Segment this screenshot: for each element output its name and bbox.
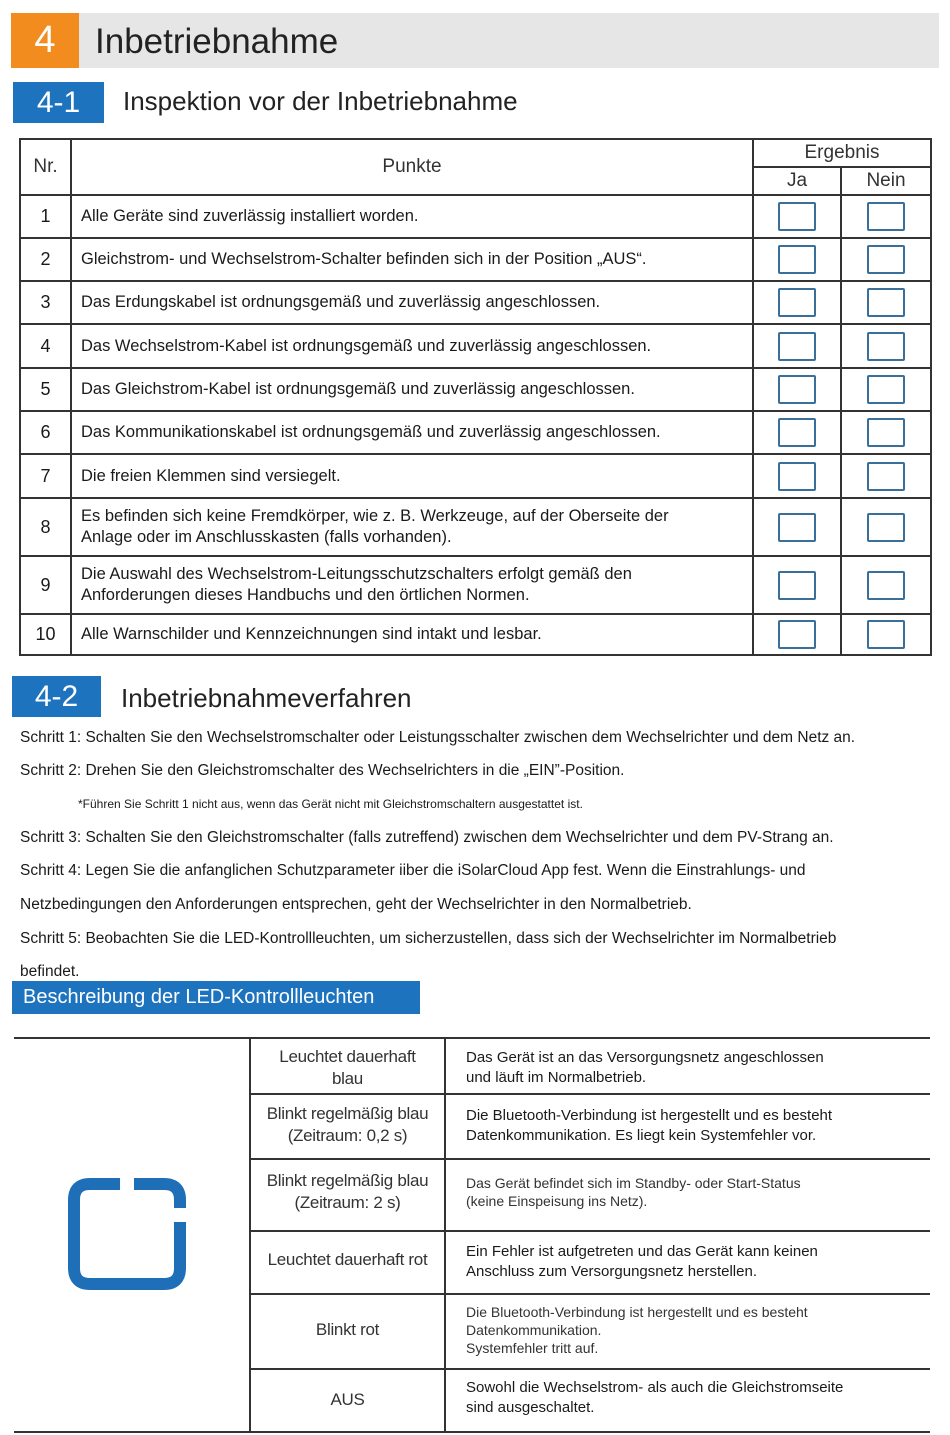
led-state	[251, 1319, 444, 1341]
row-text: Das Gleichstrom-Kabel ist ordnungsgemäß und zuverlässig angeschlossen.	[71, 368, 753, 411]
chapter-title: Inbetriebnahme	[95, 22, 339, 61]
checkbox-ja[interactable]	[778, 513, 816, 542]
led-state-line: Blinkt regelmäßig blau	[266, 1104, 429, 1123]
led-table-divider	[444, 1037, 446, 1433]
inspection-table	[19, 138, 932, 656]
table-row	[20, 614, 931, 655]
row-text	[71, 556, 753, 614]
led-state-line: Leuchtet dauerhaft rot	[267, 1250, 428, 1269]
row-text: Alle Warnschilder und Kennzeichnungen sind intakt und lesbar.	[71, 614, 753, 655]
table-row	[20, 238, 931, 281]
led-desc-line: Systemfehler tritt auf.	[466, 1340, 599, 1356]
checkbox-ja[interactable]	[778, 245, 816, 274]
checkbox-nein[interactable]	[867, 462, 905, 491]
step-3: Schritt 3: Schalten Sie den Gleichstromschalter (falls zutreffend) zwischen dem Wechselrichter und dem PV-Strang an.	[20, 829, 834, 846]
led-desc-line: Anschluss zum Versorgungsnetz herstellen.	[466, 1263, 757, 1280]
led-row-divider	[251, 1293, 930, 1295]
checkbox-ja[interactable]	[778, 332, 816, 361]
led-desc-line: Das Gerät befindet sich im Standby- oder Start-Status	[466, 1175, 801, 1191]
row-text: Die freien Klemmen sind versiegelt.	[71, 454, 753, 498]
table-row	[20, 498, 931, 556]
checkbox-nein[interactable]	[867, 202, 905, 231]
header-punkte: Punkte	[71, 139, 753, 195]
row-text	[71, 498, 753, 556]
checkbox-nein[interactable]	[867, 620, 905, 649]
led-state	[251, 1103, 444, 1147]
led-state-line: blau	[332, 1069, 363, 1088]
row-number: 2	[20, 238, 71, 281]
section-number-4-2: 4-2	[12, 676, 101, 717]
led-desc-line: Die Bluetooth-Verbindung ist hergestellt und es besteht	[466, 1304, 808, 1320]
table-row	[20, 411, 931, 454]
led-state-line: (Zeitraum: 2 s)	[294, 1193, 401, 1212]
led-state	[251, 1249, 444, 1271]
section-title-4-1: Inspektion vor der Inbetriebnahme	[123, 86, 518, 116]
checkbox-nein[interactable]	[867, 332, 905, 361]
step-1: Schritt 1: Schalten Sie den Wechselstromschalter oder Leistungsschalter zwischen dem Wechselrichter und dem Netz an.	[20, 729, 856, 746]
led-description	[466, 1242, 926, 1282]
led-table-divider	[249, 1037, 251, 1433]
led-section-header: Beschreibung der LED-Kontrollleuchten	[12, 981, 420, 1014]
checkbox-ja[interactable]	[778, 620, 816, 649]
led-row-divider	[251, 1368, 930, 1370]
checkbox-ja[interactable]	[778, 375, 816, 404]
led-desc-line: und läuft im Normalbetrieb.	[466, 1069, 647, 1086]
checkbox-ja[interactable]	[778, 288, 816, 317]
led-description	[466, 1174, 926, 1210]
checkbox-nein[interactable]	[867, 418, 905, 447]
row-number: 1	[20, 195, 71, 238]
led-table-top-border	[14, 1037, 930, 1039]
step-4-line2: Netzbedingungen den Anforderungen entsprechen, geht der Wechselrichter in den Normalbetrieb.	[20, 896, 692, 913]
row-number: 4	[20, 324, 71, 368]
led-desc-line: Das Gerät ist an das Versorgungsnetz angeschlossen	[466, 1049, 824, 1066]
led-ring-icon	[68, 1178, 186, 1290]
table-row	[20, 368, 931, 411]
row-text: Alle Geräte sind zuverlässig installiert worden.	[71, 195, 753, 238]
step-4-line1: Schritt 4: Legen Sie die anfanglichen Schutzparameter iiber die iSolarCloud App fest. Wenn die Einstrahlungs- und	[20, 862, 806, 879]
row-number: 3	[20, 281, 71, 324]
led-state-line: (Zeitraum: 0,2 s)	[287, 1126, 408, 1145]
section-number-4-1: 4-1	[13, 82, 104, 123]
step-5-line2: befindet.	[20, 963, 80, 980]
step-2: Schritt 2: Drehen Sie den Gleichstromschalter des Wechselrichters in die „EIN”-Position.	[20, 762, 625, 779]
row-text: Das Wechselstrom-Kabel ist ordnungsgemäß und zuverlässig angeschlossen.	[71, 324, 753, 368]
checkbox-ja[interactable]	[778, 418, 816, 447]
row-text-line: Die Auswahl des Wechselstrom-Leitungsschutzschalters erfolgt gemäß den	[81, 565, 632, 583]
row-number: 7	[20, 454, 71, 498]
checkbox-ja[interactable]	[778, 571, 816, 600]
led-row-divider	[251, 1230, 930, 1232]
led-description	[466, 1378, 926, 1418]
led-state	[251, 1046, 444, 1090]
led-desc-line: Datenkommunikation. Es liegt kein Systemfehler vor.	[466, 1127, 817, 1144]
header-ja: Ja	[753, 167, 841, 195]
led-state	[251, 1170, 444, 1214]
header-ergebnis: Ergebnis	[753, 139, 931, 167]
led-state-line: Blinkt regelmäßig blau	[266, 1171, 429, 1190]
led-state	[251, 1389, 444, 1411]
checkbox-nein[interactable]	[867, 513, 905, 542]
row-number: 5	[20, 368, 71, 411]
led-description	[466, 1303, 926, 1357]
section-title-4-2: Inbetriebnahmeverfahren	[121, 683, 412, 713]
table-row	[20, 195, 931, 238]
led-row-divider	[251, 1093, 930, 1095]
row-text: Gleichstrom- und Wechselstrom-Schalter befinden sich in der Position „AUS“.	[71, 238, 753, 281]
row-text: Das Erdungskabel ist ordnungsgemäß und zuverlässig angeschlossen.	[71, 281, 753, 324]
checkbox-ja[interactable]	[778, 202, 816, 231]
led-state-line: Leuchtet dauerhaft	[279, 1047, 416, 1066]
checkbox-nein[interactable]	[867, 288, 905, 317]
led-desc-line: Ein Fehler ist aufgetreten und das Gerät kann keinen	[466, 1243, 818, 1260]
header-nr: Nr.	[20, 139, 71, 195]
led-table-bottom-border	[14, 1431, 930, 1433]
row-number: 8	[20, 498, 71, 556]
table-row	[20, 454, 931, 498]
row-number: 9	[20, 556, 71, 614]
row-text-line: Es befinden sich keine Fremdkörper, wie z. B. Werkzeuge, auf der Oberseite der	[81, 507, 669, 525]
checkbox-nein[interactable]	[867, 245, 905, 274]
header-nein: Nein	[841, 167, 931, 195]
led-description	[466, 1048, 926, 1088]
row-text-line: Anforderungen dieses Handbuchs und den örtlichen Normen.	[81, 586, 530, 604]
led-desc-line: Die Bluetooth-Verbindung ist hergestellt und es besteht	[466, 1107, 833, 1124]
led-description	[466, 1106, 926, 1146]
checkbox-nein[interactable]	[867, 375, 905, 404]
row-number: 10	[20, 614, 71, 655]
row-text-line: Anlage oder im Anschlusskasten (falls vorhanden).	[81, 528, 452, 546]
led-state-line: Blinkt rot	[315, 1320, 380, 1339]
checkbox-nein[interactable]	[867, 571, 905, 600]
led-desc-line: Datenkommunikation.	[466, 1322, 602, 1338]
led-desc-line: Sowohl die Wechselstrom- als auch die Gleichstromseite	[466, 1379, 844, 1396]
table-row	[20, 556, 931, 614]
checkbox-ja[interactable]	[778, 462, 816, 491]
led-desc-line: sind ausgeschaltet.	[466, 1399, 595, 1416]
step-note: *Führen Sie Schritt 1 nicht aus, wenn das Gerät nicht mit Gleichstromschaltern ausgestattet ist.	[78, 797, 583, 811]
step-5-line1: Schritt 5: Beobachten Sie die LED-Kontrollleuchten, um sicherzustellen, dass sich der Wechselrichter im Normalbetrieb	[20, 930, 837, 947]
row-text: Das Kommunikationskabel ist ordnungsgemäß und zuverlässig angeschlossen.	[71, 411, 753, 454]
chapter-number: 4	[11, 13, 79, 68]
table-row	[20, 324, 931, 368]
led-state-line: AUS	[330, 1390, 365, 1409]
row-number: 6	[20, 411, 71, 454]
table-row	[20, 281, 931, 324]
led-desc-line: (keine Einspeisung ins Netz).	[466, 1193, 648, 1209]
led-row-divider	[251, 1158, 930, 1160]
